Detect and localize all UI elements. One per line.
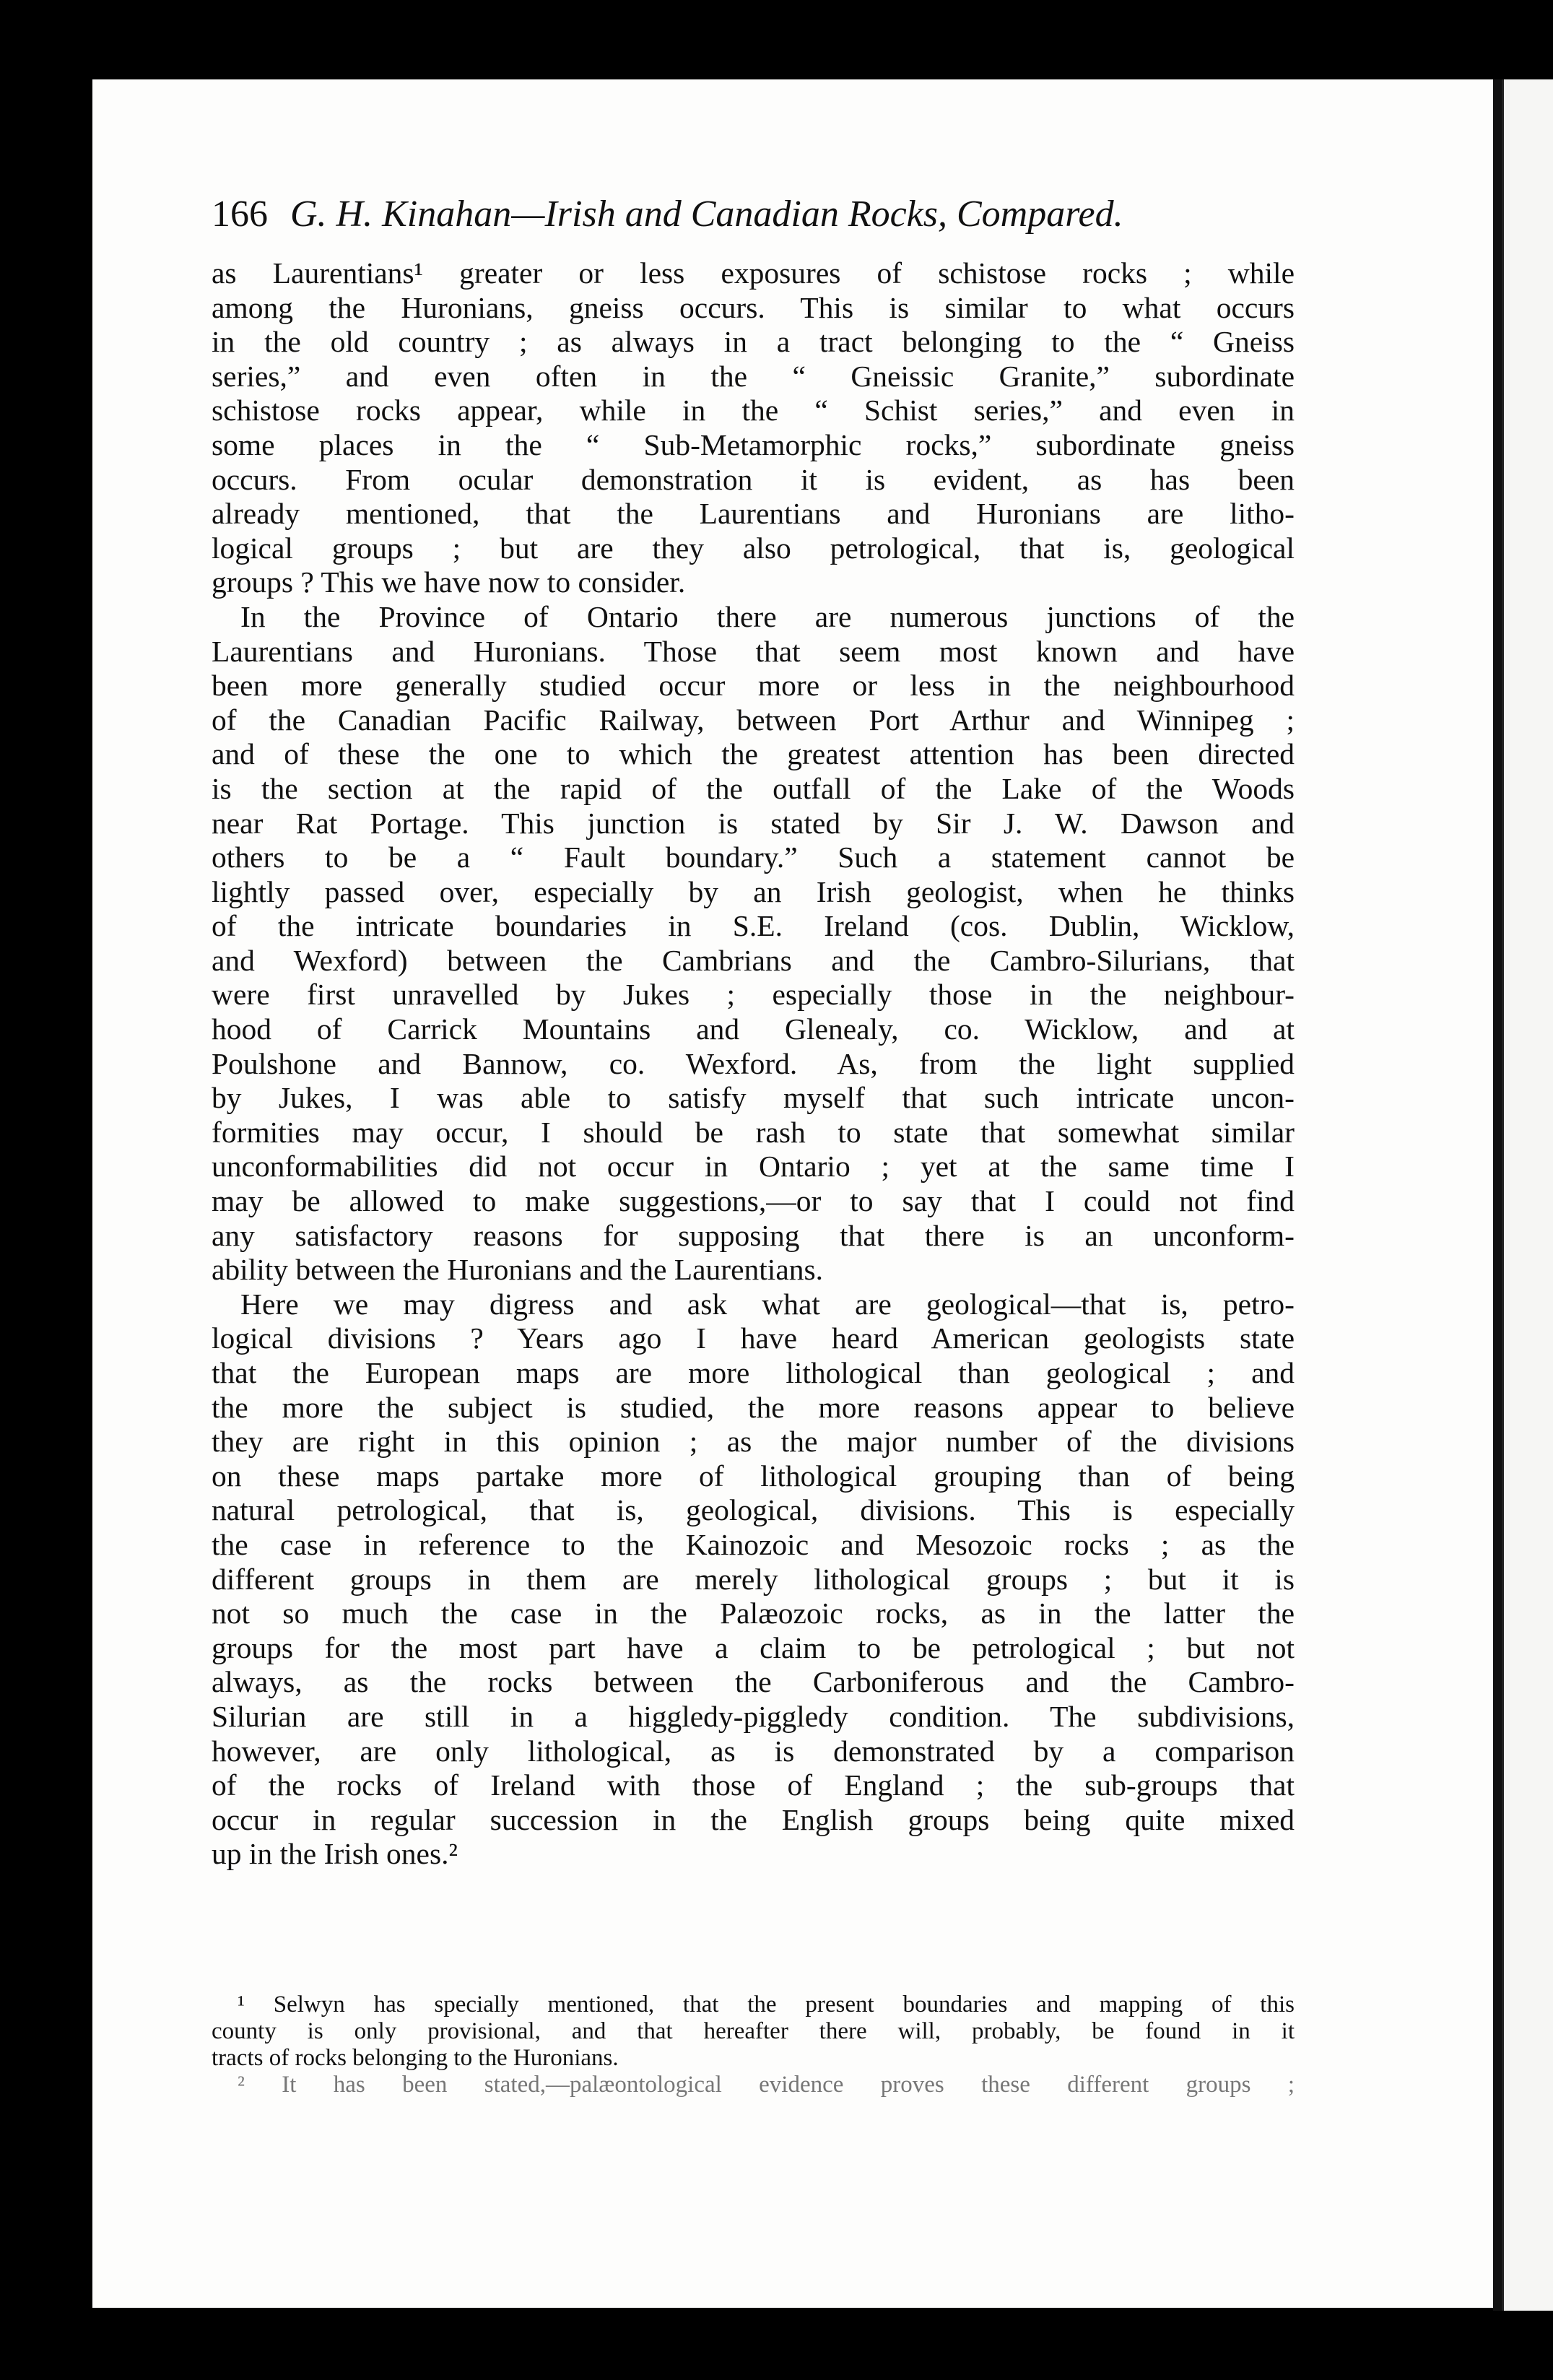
text-line: unconformabilities did not occur in Ontario ; yet at the same time I <box>212 1150 1295 1184</box>
running-title: G. H. Kinahan—Irish and Canadian Rocks, Compared. <box>290 194 1123 235</box>
text-line: among the Huronians, gneiss occurs. This is similar to what occurs <box>212 290 1295 324</box>
text-line: some places in the “ Sub-Metamorphic rocks,” subordinate gneiss <box>212 427 1295 461</box>
text-line: of the Canadian Pacific Railway, between Port Arthur and Winnipeg ; <box>212 703 1295 737</box>
text-line: natural petrological, that is, geological, divisions. This is especially <box>212 1493 1295 1527</box>
body-text <box>212 256 1295 1872</box>
text-line: schistose rocks appear, while in the “ Schist series,” and even in <box>212 394 1295 427</box>
text-line: and Wexford) between the Cambrians and the Cambro-Silurians, that <box>212 943 1295 977</box>
text-line: ability between the Huronians and the Laurentians. <box>212 1253 824 1287</box>
text-line: of the rocks of Ireland with those of England ; the sub-groups that <box>212 1768 1295 1802</box>
text-line: Poulshone and Bannow, co. Wexford. As, from the light supplied <box>212 1046 1295 1080</box>
text-line: as Laurentians¹ greater or less exposures of schistose rocks ; while <box>212 256 1295 290</box>
text-line: occur in regular succession in the English groups being quite mixed <box>212 1802 1295 1836</box>
text-line: the more the subject is studied, the more reasons appear to believe <box>212 1390 1295 1424</box>
text-line: already mentioned, that the Laurentians and Huronians are litho- <box>212 497 1295 531</box>
text-line: been more generally studied occur more or less in the neighbourhood <box>212 669 1295 703</box>
text-line: formities may occur, I should be rash to state that somewhat similar <box>212 1115 1295 1149</box>
text-line: may be allowed to make suggestions,—or to say that I could not find <box>212 1184 1295 1218</box>
text-line: Laurentians and Huronians. Those that seem most known and have <box>212 634 1295 668</box>
text-line: that the European maps are more lithological than geological ; and <box>212 1356 1295 1389</box>
text-line: the case in reference to the Kainozoic and Mesozoic rocks ; as the <box>212 1527 1295 1561</box>
text-line: others to be a “ Fault boundary.” Such a statement cannot be <box>212 841 1295 874</box>
text-line: Here we may digress and ask what are geological—that is, petro- <box>240 1287 1295 1321</box>
text-line: in the old country ; as always in a tract belonging to the “ Gneiss <box>212 325 1295 359</box>
text-line: they are right in this opinion ; as the major number of the divisions <box>212 1425 1295 1459</box>
text-line: In the Province of Ontario there are numerous junctions of the <box>240 599 1295 633</box>
running-header <box>212 189 1222 240</box>
text-line: on these maps partake more of lithological grouping than of being <box>212 1459 1295 1493</box>
text-line: any satisfactory reasons for supposing that there is an unconform- <box>212 1218 1295 1252</box>
text-line: different groups in them are merely lithological groups ; but it is <box>212 1562 1295 1596</box>
facing-page-edge <box>1502 79 1553 2311</box>
text-line: always, as the rocks between the Carboniferous and the Cambro- <box>212 1665 1295 1699</box>
text-line: of the intricate boundaries in S.E. Ireland (cos. Dublin, Wicklow, <box>212 909 1295 943</box>
text-line: and of these the one to which the greatest attention has been directed <box>212 737 1295 771</box>
text-line: by Jukes, I was able to satisfy myself that such intricate uncon- <box>212 1081 1295 1115</box>
page-number: 166 <box>212 194 268 235</box>
footnote-line: ² It has been stated,—palæontological evidence proves these different groups ; <box>238 2072 1295 2098</box>
text-line: groups for the most part have a claim to be petrological ; but not <box>212 1630 1295 1664</box>
footnote-line: county is only provisional, and that hereafter there will, probably, be found in it <box>212 2018 1295 2044</box>
footnote-line: tracts of rocks belonging to the Huronians. <box>212 2045 619 2071</box>
text-line: Silurian are still in a higgledy-piggledy condition. The subdivisions, <box>212 1699 1295 1733</box>
text-line: logical divisions ? Years ago I have heard American geologists state <box>212 1321 1295 1355</box>
text-line: occurs. From ocular demonstration it is evident, as has been <box>212 462 1295 496</box>
text-line: groups ? This we have now to consider. <box>212 565 686 599</box>
text-line: lightly passed over, especially by an Irish geologist, when he thinks <box>212 874 1295 908</box>
text-line: is the section at the rapid of the outfall of the Lake of the Woods <box>212 771 1295 805</box>
text-line: logical groups ; but are they also petrological, that is, geological <box>212 531 1295 565</box>
footnote-line: ¹ Selwyn has specially mentioned, that the present boundaries and mapping of this <box>238 1992 1295 2018</box>
text-line: series,” and even often in the “ Gneissic Granite,” subordinate <box>212 359 1295 393</box>
text-line: not so much the case in the Palæozoic rocks, as in the latter the <box>212 1597 1295 1630</box>
text-line: near Rat Portage. This junction is stated by Sir J. W. Dawson and <box>212 806 1295 840</box>
text-line: hood of Carrick Mountains and Glenealy, co. Wicklow, and at <box>212 1012 1295 1046</box>
text-line: up in the Irish ones.² <box>212 1837 458 1871</box>
text-line: however, are only lithological, as is demonstrated by a comparison <box>212 1734 1295 1768</box>
footnotes <box>212 1992 1295 2098</box>
text-line: were first unravelled by Jukes ; especially those in the neighbour- <box>212 978 1295 1012</box>
